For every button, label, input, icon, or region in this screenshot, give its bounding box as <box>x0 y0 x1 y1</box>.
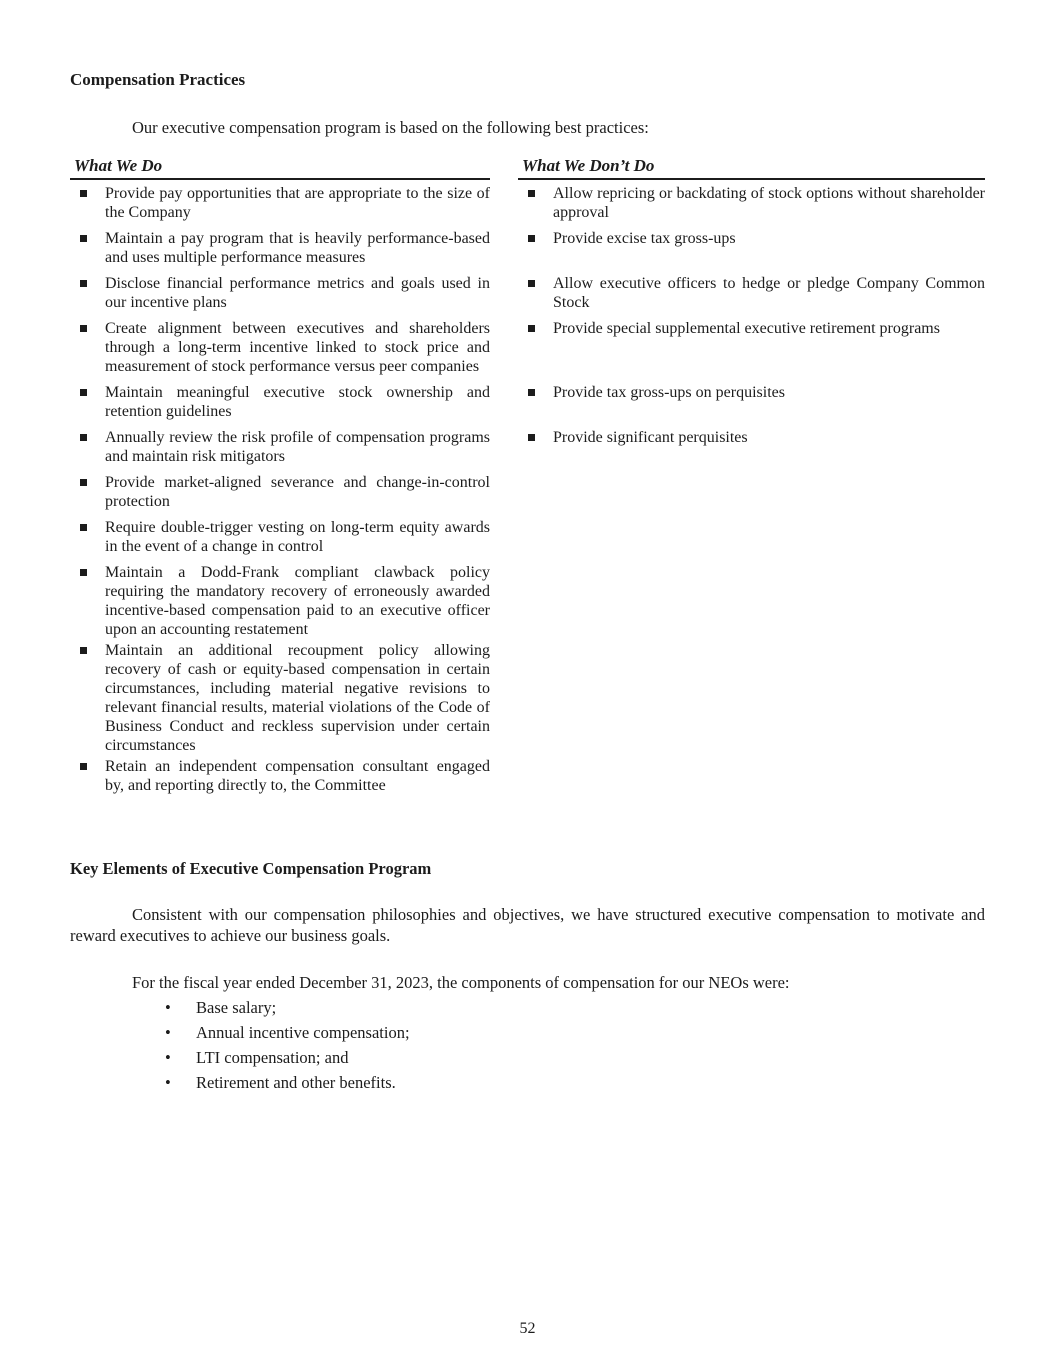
list-item <box>70 1047 985 1068</box>
table-row <box>70 184 985 222</box>
dont-cell-empty <box>518 473 985 511</box>
practices-table-body <box>70 180 985 795</box>
do-cell <box>70 184 490 222</box>
list-item-text: Base salary; <box>196 998 277 1017</box>
table-row <box>70 274 985 312</box>
dont-cell <box>518 229 985 267</box>
table-row <box>70 383 985 421</box>
do-cell <box>70 319 490 376</box>
dont-cell <box>518 428 985 466</box>
dont-cell-empty <box>518 563 985 639</box>
do-cell <box>70 757 490 795</box>
list-item <box>70 1022 985 1043</box>
do-item-text: Maintain meaningful executive stock ownership and retention guidelines <box>105 384 490 420</box>
list-item-text: Annual incentive compensation; <box>196 1023 410 1042</box>
practices-table <box>70 156 985 795</box>
do-item-text: Require double-trigger vesting on long-term equity awards in the event of a change in control <box>105 519 490 555</box>
square-bullet-icon <box>80 524 87 531</box>
square-bullet-icon <box>528 190 535 197</box>
table-row <box>70 518 985 556</box>
do-item-text: Retain an independent compensation consultant engaged by, and reporting directly to, the Committee <box>105 758 490 794</box>
key-elements-paragraph-2: For the fiscal year ended December 31, 2023, the components of compensation for our NEOs were: <box>132 973 790 992</box>
do-cell <box>70 383 490 421</box>
do-item-text: Provide market-aligned severance and change-in-control protection <box>105 474 490 510</box>
do-item-text: Maintain an additional recoupment policy allowing recovery of cash or equity-based compensation in certain circumstances, including material negative revisions to relevant financial results, material violations of the Code of Business Conduct and reckless supervision under certain circumstances <box>105 642 490 754</box>
do-cell <box>70 274 490 312</box>
table-row <box>70 229 985 267</box>
square-bullet-icon <box>528 389 535 396</box>
square-bullet-icon <box>528 235 535 242</box>
compensation-components-list <box>70 997 985 1093</box>
dont-item-text: Provide excise tax gross-ups <box>553 230 736 247</box>
list-item-text: LTI compensation; and <box>196 1048 349 1067</box>
do-item-text: Disclose financial performance metrics and goals used in our incentive plans <box>105 275 490 311</box>
square-bullet-icon <box>80 479 87 486</box>
do-item-text: Maintain a pay program that is heavily performance-based and uses multiple performance measures <box>105 230 490 266</box>
dont-cell <box>518 274 985 312</box>
do-item-text: Create alignment between executives and shareholders through a long-term incentive linked to stock price and measurement of stock performance versus peer companies <box>105 320 490 375</box>
square-bullet-icon <box>528 280 535 287</box>
do-cell <box>70 473 490 511</box>
do-cell <box>70 563 490 639</box>
dont-cell-empty <box>518 518 985 556</box>
dont-item-text: Allow executive officers to hedge or pledge Company Common Stock <box>553 275 985 311</box>
do-cell <box>70 518 490 556</box>
square-bullet-icon <box>528 325 535 332</box>
do-cell <box>70 229 490 267</box>
square-bullet-icon <box>80 647 87 654</box>
key-elements-paragraph-1: Consistent with our compensation philosophies and objectives, we have structured executive compensation to motivate and reward executives to achieve our business goals. <box>70 905 985 945</box>
round-bullet-icon: • <box>165 1073 171 1092</box>
do-item-text: Maintain a Dodd-Frank compliant clawback policy requiring the mandatory recovery of erroneously awarded incentive-based compensation paid to an executive officer upon an accounting restatement <box>105 564 490 638</box>
dont-item-text: Provide significant perquisites <box>553 429 748 446</box>
table-row <box>70 473 985 511</box>
round-bullet-icon: • <box>165 998 171 1017</box>
dont-item-text: Allow repricing or backdating of stock options without shareholder approval <box>553 185 985 221</box>
square-bullet-icon <box>80 280 87 287</box>
table-row <box>70 428 985 466</box>
section-heading-compensation-practices: Compensation Practices <box>70 70 246 89</box>
table-row <box>70 757 985 795</box>
square-bullet-icon <box>80 434 87 441</box>
square-bullet-icon <box>80 235 87 242</box>
square-bullet-icon <box>80 190 87 197</box>
table-row <box>70 641 985 755</box>
do-item-text: Annually review the risk profile of compensation programs and maintain risk mitigators <box>105 429 490 465</box>
dont-cell <box>518 184 985 222</box>
list-item-text: Retirement and other benefits. <box>196 1073 396 1092</box>
table-row <box>70 563 985 639</box>
column-header-what-we-dont-do: What We Don’t Do <box>518 156 985 180</box>
round-bullet-icon: • <box>165 1048 171 1067</box>
dont-cell <box>518 383 985 421</box>
dont-cell <box>518 319 985 376</box>
do-item-text: Provide pay opportunities that are appropriate to the size of the Company <box>105 185 490 221</box>
page-number: 52 <box>519 1320 536 1337</box>
section-heading-key-elements: Key Elements of Executive Compensation Program <box>70 859 432 878</box>
square-bullet-icon <box>80 569 87 576</box>
intro-paragraph: Our executive compensation program is based on the following best practices: <box>132 118 649 137</box>
square-bullet-icon <box>80 389 87 396</box>
table-row <box>70 319 985 376</box>
square-bullet-icon <box>528 434 535 441</box>
square-bullet-icon <box>80 763 87 770</box>
dont-item-text: Provide tax gross-ups on perquisites <box>553 384 785 401</box>
square-bullet-icon <box>80 325 87 332</box>
dont-cell-empty <box>518 641 985 755</box>
dont-cell-empty <box>518 757 985 795</box>
do-cell <box>70 428 490 466</box>
practices-table-header-row <box>70 156 985 180</box>
round-bullet-icon: • <box>165 1023 171 1042</box>
list-item <box>70 1072 985 1093</box>
do-cell <box>70 641 490 755</box>
list-item <box>70 997 985 1018</box>
dont-item-text: Provide special supplemental executive retirement programs <box>553 320 940 337</box>
column-header-what-we-do: What We Do <box>70 156 490 180</box>
